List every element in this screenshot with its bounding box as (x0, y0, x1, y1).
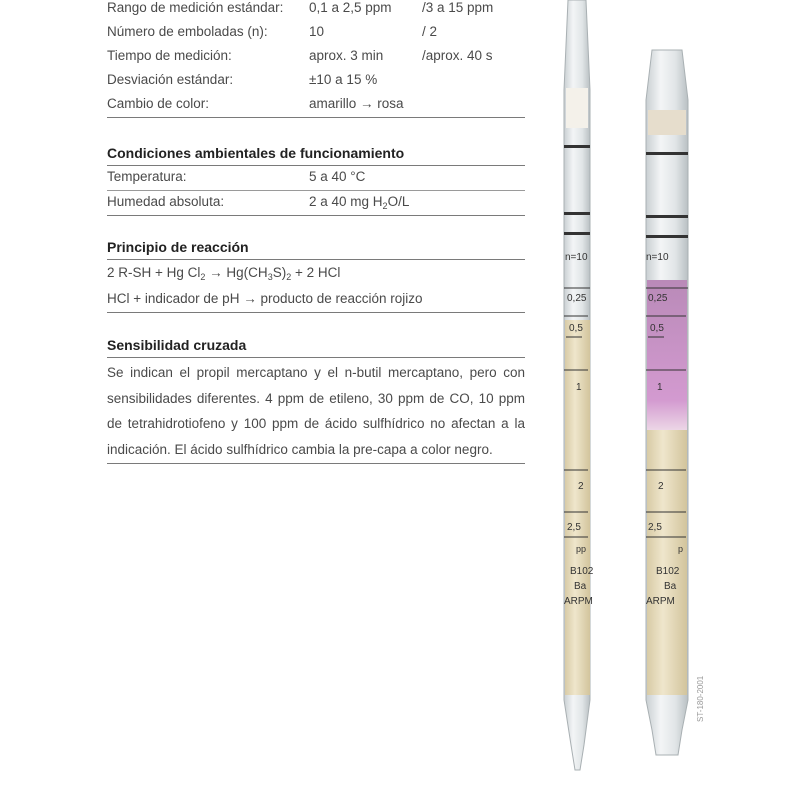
cross-heading: Sensibilidad cruzada (107, 334, 525, 358)
cross-text: Se indican el propil mercaptano y el n-butil mercaptano, pero con sensibilidades diferentes. 4 ppm de etileno, 30 ppm de CO, 10 ppm de tetrahidrotiofeno y 100 ppm de ácido sulfhídrico no afectan a la indicación. El ácido sulfhídrico cambia la pre-capa a color negro. (107, 358, 525, 464)
spec-row-range (107, 0, 525, 21)
detector-tubes-illustration (540, 0, 700, 780)
cond-label: Temperatura: (107, 169, 187, 184)
reaction-heading: Principio de reacción (107, 236, 525, 260)
spec-row-time (107, 45, 525, 69)
image-code: ST-180-2001 (696, 675, 705, 722)
cond-value-post: O/L (387, 194, 410, 209)
conditions-heading: Condiciones ambientales de funcionamiento (107, 142, 525, 166)
spec-row-color (107, 93, 525, 118)
spec-value: ±10 a 15 % (309, 72, 378, 87)
cond-row-temperature (107, 166, 525, 191)
spec-label: Número de emboladas (n): (107, 24, 268, 39)
cond-value (309, 192, 409, 212)
eq-part: S) (272, 265, 287, 280)
spec-row-strokes (107, 21, 525, 45)
tube-print: pp (576, 544, 587, 554)
tube-print: ARPM (646, 596, 675, 607)
detector-tube-left (564, 0, 594, 770)
scale-label: 2,5 (567, 522, 581, 533)
scale-label: 0,25 (567, 293, 587, 304)
spec-value-alt: / 2 (422, 24, 438, 39)
spec-label: Cambio de color: (107, 96, 210, 111)
scale-label: 0,5 (650, 323, 664, 334)
stroke-label: n=10 (646, 252, 669, 263)
eq-part: 2 R-SH + Hg Cl (107, 265, 201, 280)
tube-print: B102 (570, 566, 594, 577)
eq-part: + 2 HCl (291, 265, 341, 280)
spec-value-alt: /3 a 15 ppm (422, 0, 494, 15)
eq-part: → Hg(CH (205, 265, 268, 280)
cond-value-sub: 2 (382, 201, 388, 211)
scale-label: 0,5 (569, 323, 583, 334)
conditions-section (107, 142, 525, 216)
specs-table (107, 0, 525, 118)
cond-label: Humedad absoluta: (107, 194, 225, 209)
tube-print: p (678, 544, 684, 554)
detector-tube-right (646, 50, 688, 755)
scale-label: 0,25 (648, 293, 668, 304)
tube-print: Ba (664, 581, 677, 592)
spec-value: 0,1 a 2,5 ppm (309, 0, 392, 15)
eq-sub: 2 (286, 272, 292, 282)
spec-label: Tiempo de medición: (107, 48, 232, 63)
scale-label: 2 (578, 481, 584, 492)
eq-sub: 3 (267, 272, 273, 282)
spec-value: amarillo → rosa (309, 96, 404, 111)
tube-print: B102 (656, 566, 680, 577)
scale-label: 1 (657, 382, 663, 393)
eq-sub: 2 (200, 272, 206, 282)
spec-label: Desviación estándar: (107, 72, 234, 87)
spec-value: aprox. 3 min (309, 48, 384, 63)
scale-label: 2 (658, 481, 664, 492)
scale-label: 1 (576, 382, 582, 393)
spec-row-deviation (107, 69, 525, 93)
reaction-equation-2: HCl + indicador de pH → producto de reacción rojizo (107, 286, 525, 313)
cond-row-humidity (107, 191, 525, 216)
reaction-section (107, 236, 525, 313)
spec-value: 10 (309, 24, 325, 39)
stroke-label: n=10 (565, 252, 588, 263)
reaction-equation-1 (107, 260, 525, 286)
spec-value-alt: /aprox. 40 s (422, 48, 493, 63)
tube-print: ARPM (564, 596, 593, 607)
cond-value: 5 a 40 °C (309, 169, 366, 184)
cond-value-pre: 2 a 40 mg H (309, 194, 383, 209)
spec-label: Rango de medición estándar: (107, 0, 284, 15)
scale-label: 2,5 (648, 522, 662, 533)
cross-section (107, 334, 525, 464)
tube-print: Ba (574, 581, 587, 592)
